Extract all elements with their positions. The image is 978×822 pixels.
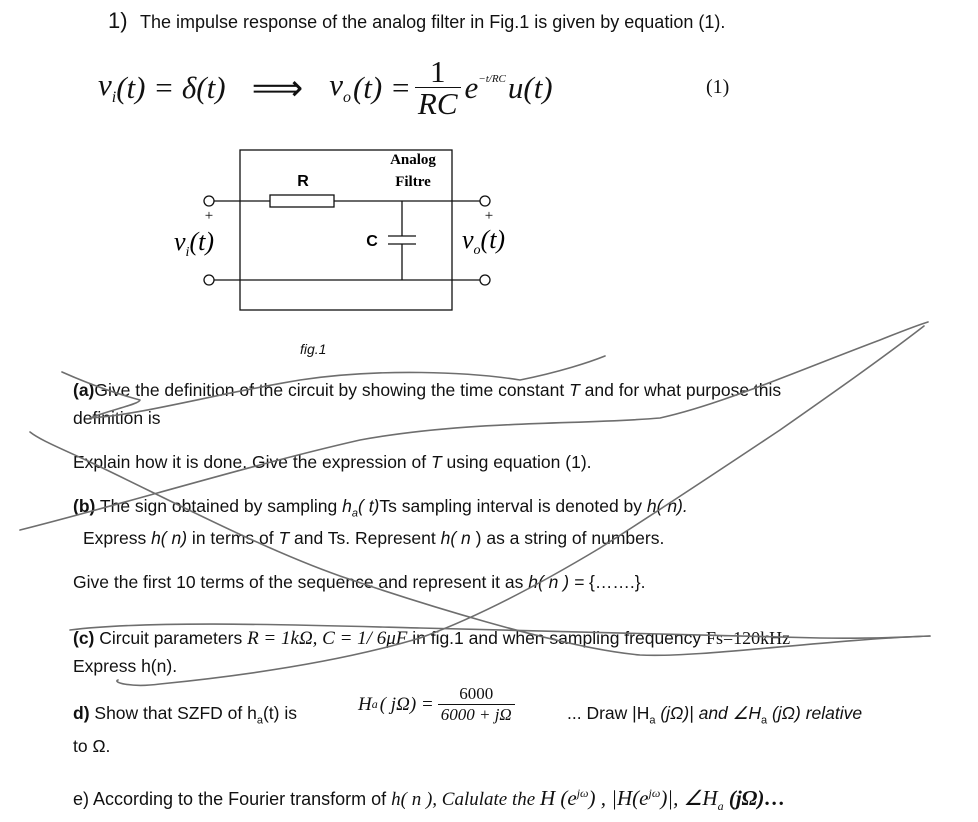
implies-arrow-icon: ⟹ bbox=[251, 67, 304, 108]
eq-lhs-arg: (t) = δ(t) bbox=[116, 70, 226, 105]
box-label-analog: Analog bbox=[390, 152, 436, 168]
terminal-in-bottom-icon bbox=[204, 275, 214, 285]
capacitor-label: C bbox=[366, 233, 378, 250]
part-b-line1: (b) The sign obtained by sampling $h_a$( t)Ts sampling interval is denoted by h( n). bbox=[73, 496, 688, 520]
plus-in: + bbox=[204, 208, 214, 224]
eq-fraction: $\frac{1}{RC}$ bbox=[415, 56, 461, 119]
part-d-transfer-function: H a ( jΩ) = $\frac{6000}{6000 + j\Omega}$ bbox=[358, 684, 515, 725]
terminal-in-top-icon bbox=[204, 196, 214, 206]
part-c-line1: (c) Circuit parameters R = 1kΩ, C = 1/ 6μF in fig.1 and when sampling frequency Fs=120kHz bbox=[73, 628, 791, 649]
problem-header bbox=[108, 8, 725, 34]
box-label-filtre: Filtre bbox=[395, 174, 431, 190]
circuit-diagram bbox=[160, 140, 540, 360]
terminal-out-top-icon bbox=[480, 196, 490, 206]
part-b-line2: Express h( n) in terms of T and Ts. Represent h( n ) as a string of numbers. bbox=[83, 528, 665, 548]
eq-out-arg: (t) = bbox=[352, 70, 411, 105]
part-c-line2: Express h(n). bbox=[73, 656, 178, 676]
part-a-line1: (a)Give the definition of the circuit by showing the time constant T and for what purpose this bbox=[73, 380, 782, 400]
part-a-line3: Explain how it is done. Give the expression of T using equation (1). bbox=[73, 452, 592, 472]
eq-vo: $v_o$ bbox=[329, 66, 351, 107]
problem-number: 1) bbox=[108, 8, 128, 33]
part-e: e) According to the Fourier transform of h( n ), Calulate the H $(e^{j\omega})$ , $|H(e^{j\omega})|$, $\angle H_a$ (jΩ)… bbox=[73, 786, 786, 814]
equation-number: (1) bbox=[706, 76, 730, 98]
vin-label: $v_i(t)$ bbox=[174, 227, 214, 260]
part-d-line2: to Ω. bbox=[73, 736, 111, 756]
resistor-icon bbox=[270, 195, 334, 207]
part-d-draw: ... Draw $|H_a$ (jΩ)| and $\angle H_a$ (jΩ) relative bbox=[567, 703, 863, 727]
vout-label: $v_o(t)$ bbox=[462, 225, 506, 258]
figure-caption: fig.1 bbox=[300, 341, 327, 357]
equation-1 bbox=[98, 56, 553, 119]
eq-exponential: $e^{-t/RC}$ bbox=[464, 70, 506, 105]
problem-intro: The impulse response of the analog filter in Fig.1 is given by equation (1). bbox=[140, 12, 726, 32]
part-d-intro: d) Show that SZFD of $h_a(t)$ is bbox=[73, 703, 297, 727]
eq-step: u(t) bbox=[507, 70, 553, 105]
terminal-out-bottom-icon bbox=[480, 275, 490, 285]
part-b-line3: Give the first 10 terms of the sequence and represent it as h( n ) = {…….}. bbox=[73, 572, 646, 592]
part-a-line2: definition is bbox=[73, 408, 161, 428]
resistor-label: R bbox=[297, 173, 309, 190]
plus-out: + bbox=[484, 208, 494, 224]
eq-vi: $v_i$ bbox=[98, 66, 117, 107]
